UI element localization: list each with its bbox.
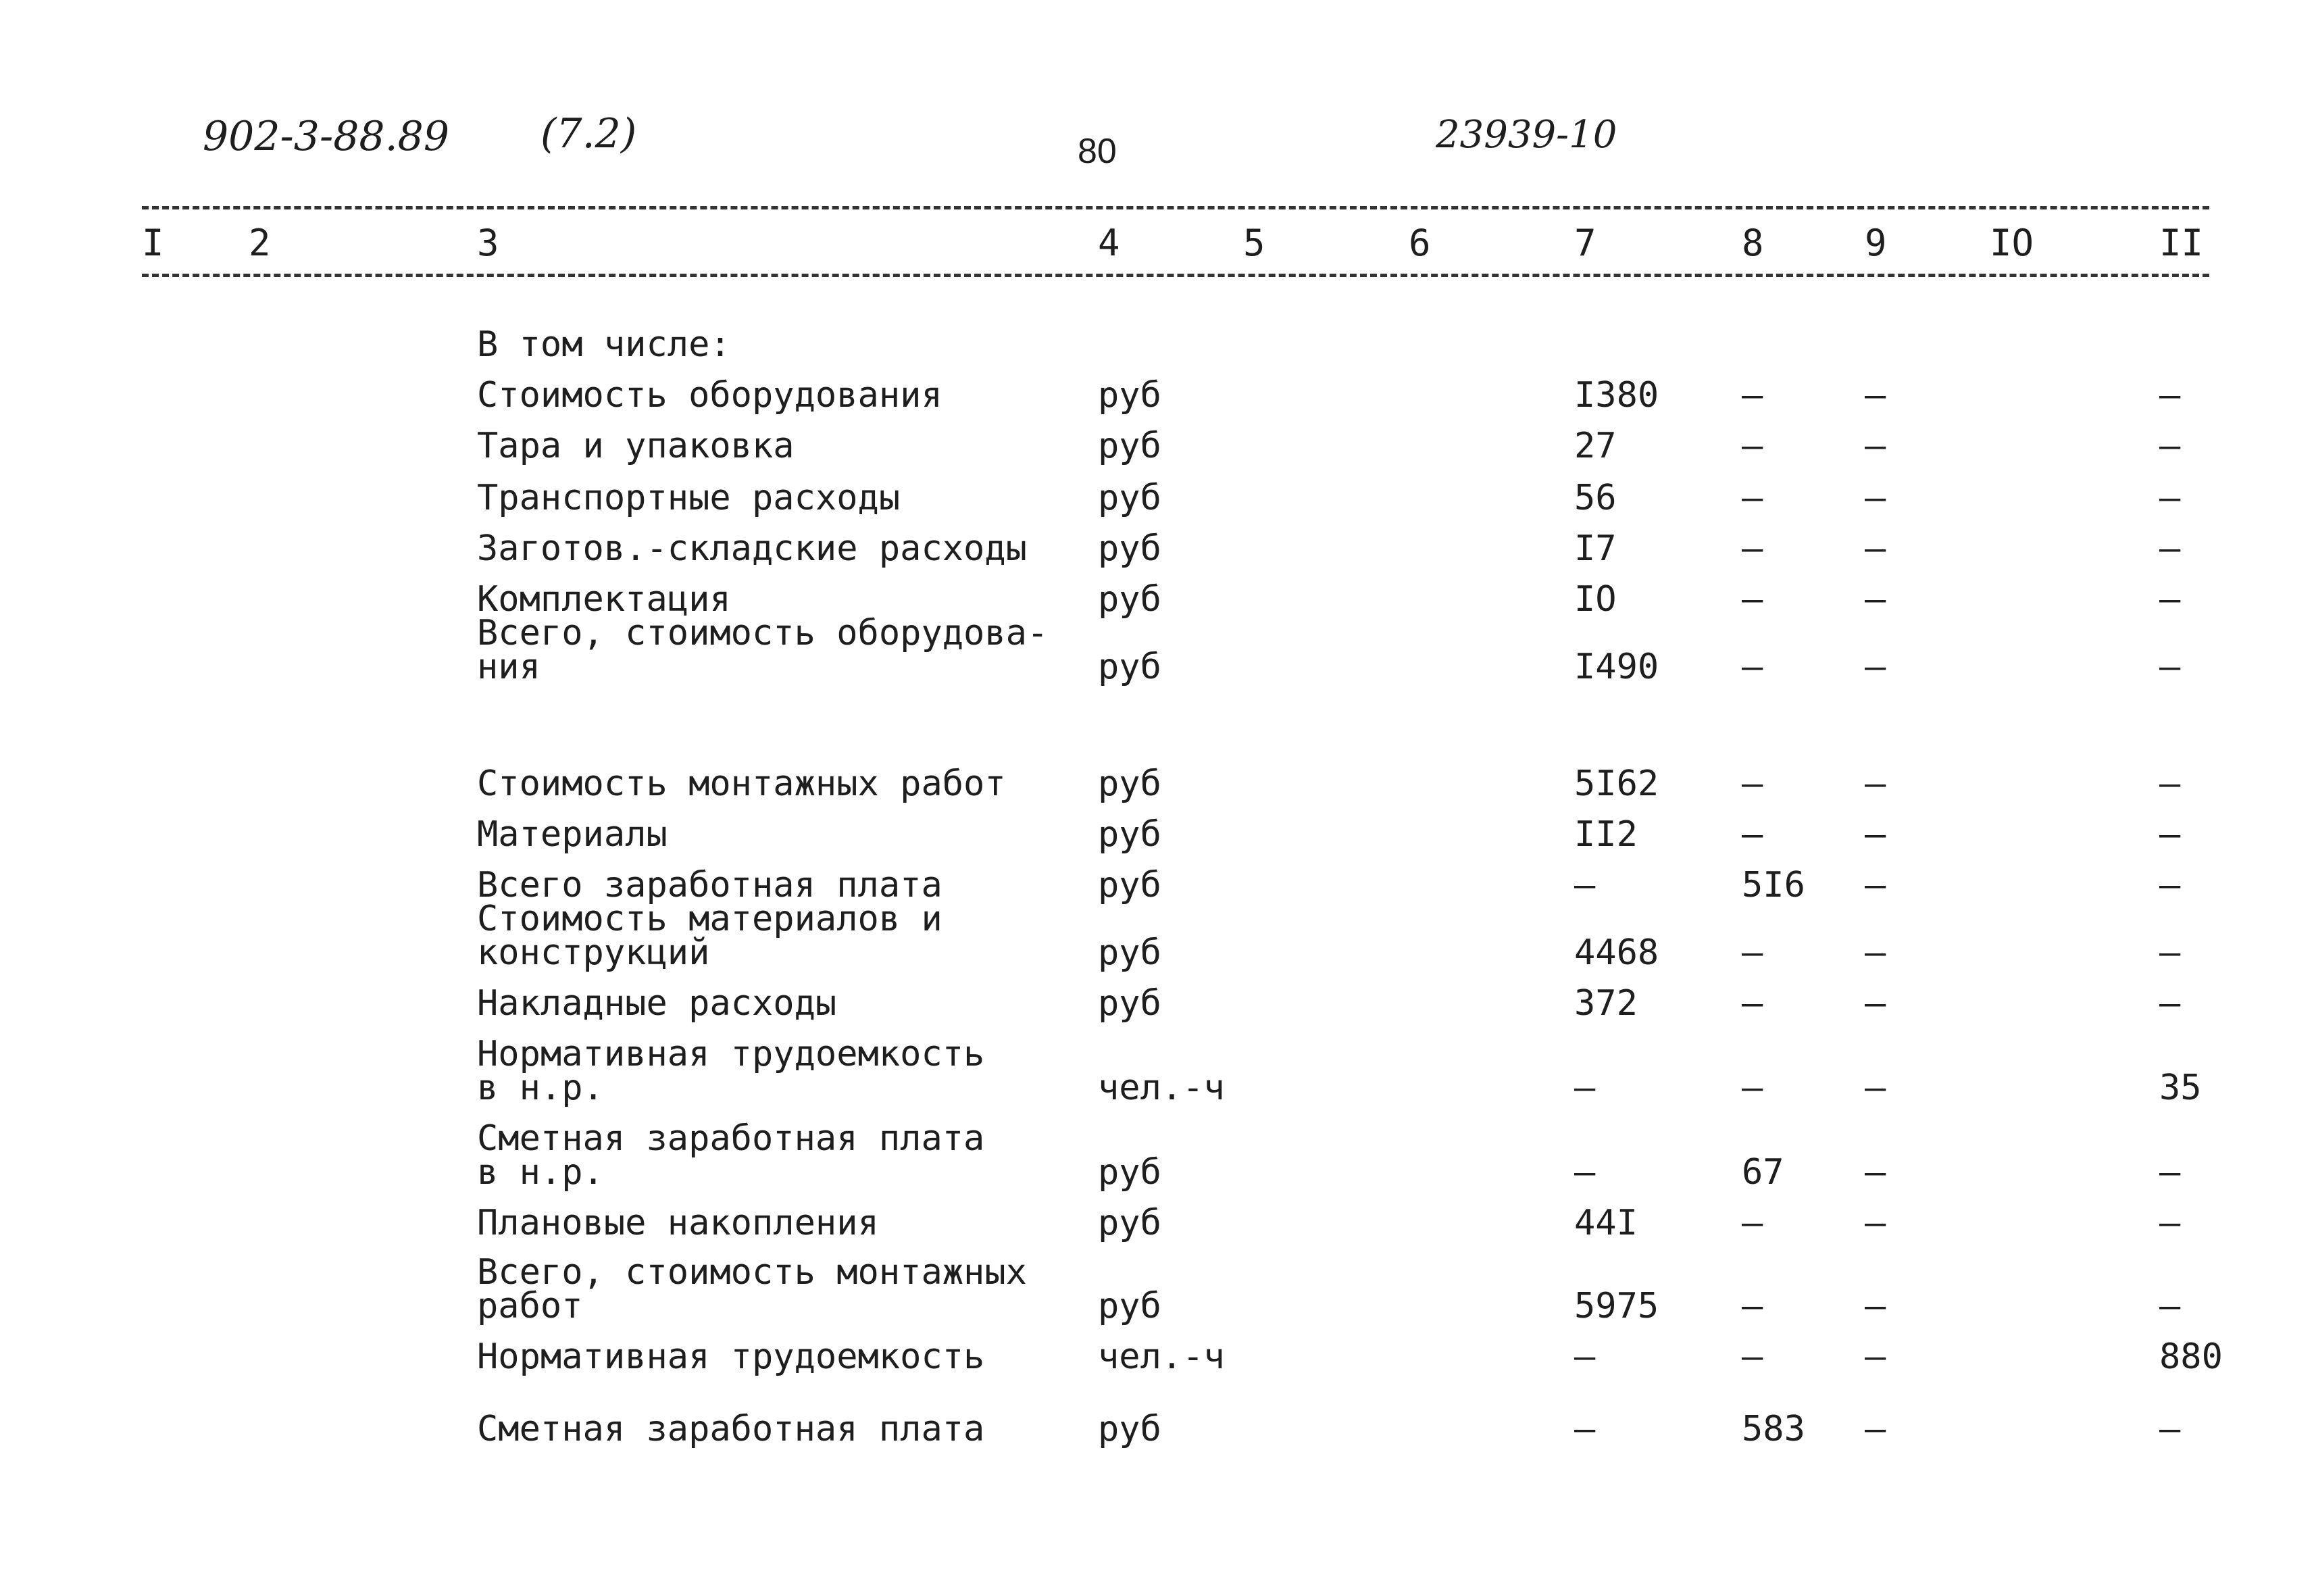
row-col7: – (1574, 1152, 1596, 1193)
row-col7: 5I62 (1574, 764, 1659, 804)
row-unit: руб (1098, 814, 1161, 855)
row-label: в н.р. (477, 1068, 604, 1108)
row-col9: – (1865, 764, 1886, 804)
row-col9: – (1865, 1409, 1886, 1449)
section-title: В том числе: (477, 324, 731, 365)
row-col8: 583 (1742, 1409, 1805, 1449)
row-col7: I7 (1574, 528, 1617, 569)
row-col8: – (1742, 579, 1763, 620)
col-header-8: 8 (1742, 222, 1764, 264)
row-col8: 5I6 (1742, 865, 1805, 905)
row-col11: – (2159, 1152, 2181, 1193)
col-header-1: I (142, 222, 164, 264)
row-col7: 5975 (1574, 1286, 1659, 1326)
row-label: Заготов.-складские расходы (477, 528, 1027, 569)
row-col8: – (1742, 426, 1763, 466)
row-col8: – (1742, 647, 1763, 687)
row-label: Нормативная трудоемкость (477, 1034, 985, 1074)
row-col9: – (1865, 983, 1886, 1024)
row-col9: – (1865, 1337, 1886, 1377)
row-col11: – (2159, 814, 2181, 855)
row-unit: руб (1098, 478, 1161, 518)
row-unit: руб (1098, 1203, 1161, 1243)
page-number: 80 (1078, 132, 1117, 171)
row-col11: – (2159, 764, 2181, 804)
row-col8: – (1742, 814, 1763, 855)
col-header-9: 9 (1865, 222, 1887, 264)
row-col7: I490 (1574, 647, 1659, 687)
row-col9: – (1865, 1152, 1886, 1193)
row-col9: – (1865, 1203, 1886, 1243)
row-col9: – (1865, 426, 1886, 466)
row-col8: 67 (1742, 1152, 1784, 1193)
row-col11: 35 (2159, 1068, 2202, 1108)
row-label: Стоимость монтажных работ (477, 764, 1006, 804)
row-col7: 56 (1574, 478, 1617, 518)
row-col11: – (2159, 375, 2181, 416)
row-label: работ (477, 1286, 583, 1326)
row-col8: – (1742, 1337, 1763, 1377)
row-col9: – (1865, 579, 1886, 620)
doc-version: (7.2) (540, 110, 637, 157)
row-col7: – (1574, 1409, 1596, 1449)
row-col8: – (1742, 983, 1763, 1024)
row-label: Транспортные расходы (477, 478, 901, 518)
row-col11: – (2159, 983, 2181, 1024)
row-col11: – (2159, 528, 2181, 569)
col-header-10: IO (1990, 222, 2034, 264)
row-unit: руб (1098, 1286, 1161, 1326)
row-col7: – (1574, 1337, 1596, 1377)
row-label: Стоимость материалов и (477, 899, 942, 939)
row-unit: руб (1098, 647, 1161, 687)
row-col11: – (2159, 1203, 2181, 1243)
row-col9: – (1865, 528, 1886, 569)
row-col8: – (1742, 1286, 1763, 1326)
row-label: Сметная заработная плата (477, 1118, 985, 1159)
row-label: Накладные расходы (477, 983, 837, 1024)
row-col7: 44I (1574, 1203, 1638, 1243)
row-unit: руб (1098, 865, 1161, 905)
row-unit: руб (1098, 764, 1161, 804)
row-unit: руб (1098, 528, 1161, 569)
col-header-2: 2 (249, 222, 271, 264)
row-col9: – (1865, 647, 1886, 687)
row-col11: – (2159, 647, 2181, 687)
row-unit: руб (1098, 1152, 1161, 1193)
row-col7: – (1574, 865, 1596, 905)
row-label: конструкций (477, 932, 710, 973)
col-header-3: 3 (477, 222, 499, 264)
row-col11: – (2159, 579, 2181, 620)
row-label: Тара и упаковка (477, 426, 795, 466)
row-col9: – (1865, 1286, 1886, 1326)
row-col8: – (1742, 1068, 1763, 1108)
row-unit: руб (1098, 426, 1161, 466)
row-col8: – (1742, 478, 1763, 518)
row-col8: – (1742, 528, 1763, 569)
row-unit: руб (1098, 579, 1161, 620)
doc-code: 902-3-88.89 (203, 113, 450, 160)
row-col8: – (1742, 764, 1763, 804)
row-label: Сметная заработная плата (477, 1409, 985, 1449)
row-col11: 880 (2159, 1337, 2223, 1377)
row-col7: IO (1574, 579, 1617, 620)
row-col9: – (1865, 1068, 1886, 1108)
row-unit: чел.-ч (1098, 1337, 1225, 1377)
col-header-11: II (2159, 222, 2204, 264)
row-col11: – (2159, 932, 2181, 973)
row-label: Всего, стоимость монтажных (477, 1252, 1027, 1293)
row-unit: руб (1098, 983, 1161, 1024)
row-col7: 372 (1574, 983, 1638, 1024)
row-col7: – (1574, 1068, 1596, 1108)
row-col9: – (1865, 478, 1886, 518)
header-rule-top (142, 206, 2209, 209)
row-label: Всего заработная плата (477, 865, 942, 905)
row-col7: 27 (1574, 426, 1617, 466)
col-header-4: 4 (1098, 222, 1120, 264)
row-unit: руб (1098, 375, 1161, 416)
row-col9: – (1865, 814, 1886, 855)
row-col8: – (1742, 375, 1763, 416)
row-col8: – (1742, 1203, 1763, 1243)
row-label: в н.р. (477, 1152, 604, 1193)
col-header-7: 7 (1574, 222, 1596, 264)
row-unit: руб (1098, 1409, 1161, 1449)
header-rule-bottom (142, 274, 2209, 277)
row-col8: – (1742, 932, 1763, 973)
row-col11: – (2159, 1286, 2181, 1326)
row-label: Комплектация (477, 579, 731, 620)
row-label: Материалы (477, 814, 668, 855)
row-label: Плановые накопления (477, 1203, 879, 1243)
row-col11: – (2159, 1409, 2181, 1449)
doc-number: 23939-10 (1436, 113, 1617, 157)
row-col9: – (1865, 865, 1886, 905)
row-col7: I380 (1574, 375, 1659, 416)
row-col7: 4468 (1574, 932, 1659, 973)
row-col11: – (2159, 865, 2181, 905)
row-col11: – (2159, 478, 2181, 518)
row-col7: II2 (1574, 814, 1638, 855)
row-label: Всего, стоимость оборудова- (477, 613, 1049, 653)
row-label: Нормативная трудоемкость (477, 1337, 985, 1377)
row-label: ния (477, 647, 540, 687)
row-label: Стоимость оборудования (477, 375, 942, 416)
row-col11: – (2159, 426, 2181, 466)
col-header-6: 6 (1409, 222, 1431, 264)
row-unit: чел.-ч (1098, 1068, 1225, 1108)
row-col9: – (1865, 932, 1886, 973)
col-header-5: 5 (1243, 222, 1265, 264)
row-unit: руб (1098, 932, 1161, 973)
row-col9: – (1865, 375, 1886, 416)
